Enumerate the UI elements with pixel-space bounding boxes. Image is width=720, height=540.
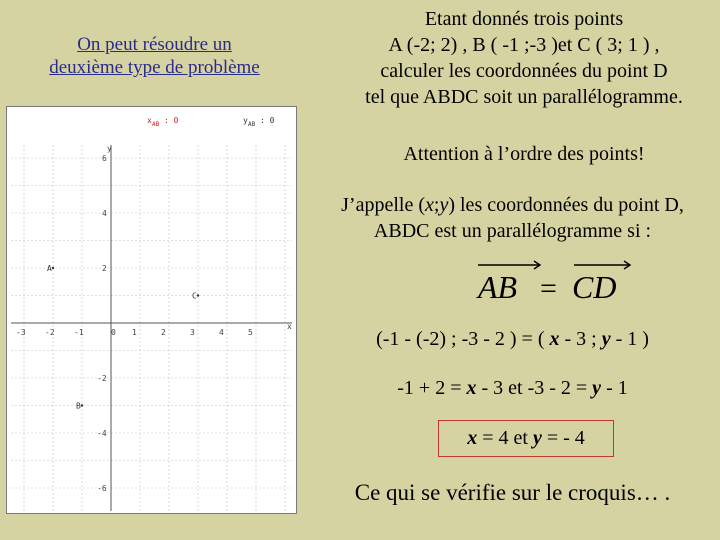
x-tick-label: 5 (248, 328, 253, 337)
yab-readout (243, 116, 275, 128)
svg-text:x: x (147, 116, 152, 125)
point-a[interactable]: A (47, 264, 52, 273)
geometry-graph[interactable] (6, 106, 297, 514)
definition-line1: J’appelle (x;y) les coordonnées du point D, (341, 194, 684, 216)
x-axis-label: x (287, 322, 292, 331)
y-tick-label: 6 (102, 154, 107, 163)
point-marker[interactable] (52, 267, 54, 269)
problem-line4: tel que ABDC soit un parallélogramme. (365, 86, 683, 108)
var-y: y (439, 194, 449, 216)
subtitle-line1: On peut résoudre un (77, 34, 232, 55)
x-tick-label: -3 (16, 328, 26, 337)
point-b[interactable]: B (76, 401, 81, 411)
subtitle[interactable] (12, 33, 297, 79)
vector-equals: = (540, 272, 557, 305)
subtitle-line2: deuxième type de problème (49, 57, 260, 78)
svg-text:AB: AB (152, 121, 160, 128)
svg-text:: 0: : 0 (260, 116, 275, 125)
result-box: x = 4 et y = - 4 (438, 420, 614, 457)
y-tick-label: 4 (102, 209, 107, 218)
vector-cd: CD (572, 269, 617, 305)
point-marker[interactable] (81, 404, 83, 406)
problem-line2: A (-2; 2) , B ( -1 ;-3 )et C ( 3; 1 ) , (388, 34, 660, 56)
x-tick-labels (16, 328, 253, 337)
problem-line3: calculer les coordonnées du point D (380, 60, 668, 82)
x-tick-label: 4 (219, 328, 224, 337)
x-tick-label: -2 (45, 328, 55, 337)
svg-text:AB: AB (248, 121, 256, 128)
x-tick-label: 3 (190, 328, 195, 337)
y-tick-label: -6 (97, 484, 107, 493)
equation-components: (-1 - (-2) ; -3 - 2 ) = ( x - 3 ; y - 1 ) (376, 328, 649, 350)
vector-equation (470, 258, 640, 308)
points (47, 264, 199, 411)
x-tick-label: -1 (74, 328, 84, 337)
var-x: x (425, 194, 434, 216)
y-axis-label: y (107, 144, 112, 153)
conclusion: Ce qui se vérifie sur le croquis… . (354, 480, 671, 505)
svg-text:: 0: : 0 (164, 116, 179, 125)
definition-text (300, 192, 720, 244)
attention-note: Attention à l’ordre des points! (403, 143, 645, 165)
x-tick-label: 1 (132, 328, 137, 337)
x-tick-label: 2 (161, 328, 166, 337)
graph-canvas[interactable] (7, 107, 296, 513)
y-tick-label: 2 (102, 264, 107, 273)
y-tick-label: -4 (97, 429, 107, 438)
point-marker[interactable] (197, 294, 199, 296)
vector-ab: AB (478, 269, 518, 305)
equation-system: -1 + 2 = x - 3 et -3 - 2 = y - 1 (397, 377, 628, 399)
y-tick-label: -2 (97, 374, 107, 383)
xab-readout (147, 116, 179, 128)
svg-text:y: y (243, 116, 248, 125)
x-tick-label: 0 (111, 328, 116, 337)
problem-line1: Etant donnés trois points (424, 8, 624, 30)
definition-line2: ABDC est un parallélogramme si : (373, 220, 652, 242)
point-c[interactable]: C (192, 291, 197, 301)
problem-statement (318, 6, 720, 110)
